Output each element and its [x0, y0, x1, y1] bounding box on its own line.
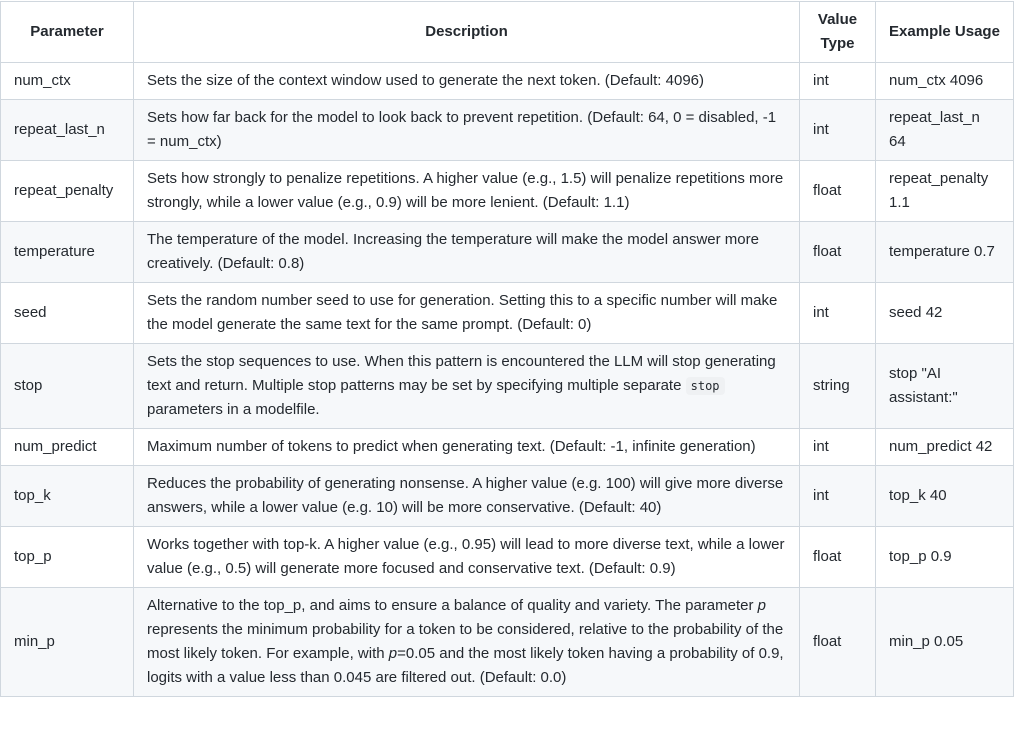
description-cell — [134, 344, 800, 429]
inline-code: stop — [686, 377, 725, 395]
header-example-usage: Example Usage — [876, 2, 1014, 63]
type-cell: int — [800, 100, 876, 161]
param-cell: temperature — [1, 222, 134, 283]
param-cell: num_predict — [1, 429, 134, 466]
type-cell: float — [800, 527, 876, 588]
example-cell: repeat_last_n 64 — [876, 100, 1014, 161]
example-cell: num_predict 42 — [876, 429, 1014, 466]
table-row — [1, 222, 1014, 283]
header-description: Description — [134, 2, 800, 63]
table-row — [1, 283, 1014, 344]
example-cell: repeat_penalty 1.1 — [876, 161, 1014, 222]
description-cell: Sets the size of the context window used to generate the next token. (Default: 4096) — [134, 63, 800, 100]
description-cell: The temperature of the model. Increasing the temperature will make the model answer more creatively. (Default: 0.8) — [134, 222, 800, 283]
description-cell: Reduces the probability of generating nonsense. A higher value (e.g. 100) will give more diverse answers, while a lower value (e.g. 10) will be more conservative. (Default: 40) — [134, 466, 800, 527]
table-row — [1, 63, 1014, 100]
param-cell: top_p — [1, 527, 134, 588]
description-text: Sets the stop sequences to use. When this pattern is encountered the LLM will stop generating text and return. Multiple stop patterns may be set by specifying multiple separate — [147, 353, 776, 394]
description-text: =0.05 and the most likely token having a probability of 0.9, logits with a value less than 0.045 are filtered out. (Default: 0.0) — [147, 645, 784, 686]
table-row — [1, 344, 1014, 429]
type-cell: int — [800, 63, 876, 100]
description-text: Alternative to the top_p, and aims to ensure a balance of quality and variety. The parameter — [147, 597, 754, 614]
example-cell: top_p 0.9 — [876, 527, 1014, 588]
example-cell: stop "AI assistant:" — [876, 344, 1014, 429]
description-text: represents the minimum probability for a token to be considered, relative to the probability of the most likely token. For example, with — [147, 621, 784, 662]
variable-p: p — [388, 645, 398, 662]
variable-p: p — [757, 597, 766, 614]
type-cell: float — [800, 588, 876, 697]
param-cell: repeat_penalty — [1, 161, 134, 222]
type-cell: int — [800, 429, 876, 466]
example-cell: temperature 0.7 — [876, 222, 1014, 283]
table-row — [1, 527, 1014, 588]
table-row — [1, 429, 1014, 466]
description-cell: Sets how strongly to penalize repetitions. A higher value (e.g., 1.5) will penalize repetitions more strongly, while a lower value (e.g., 0.9) will be more lenient. (Default: 1.1) — [134, 161, 800, 222]
table-row — [1, 161, 1014, 222]
example-cell: seed 42 — [876, 283, 1014, 344]
header-parameter: Parameter — [1, 2, 134, 63]
param-cell: stop — [1, 344, 134, 429]
description-cell: Maximum number of tokens to predict when generating text. (Default: -1, infinite generation) — [134, 429, 800, 466]
example-cell: top_k 40 — [876, 466, 1014, 527]
param-cell: top_k — [1, 466, 134, 527]
header-value-type: Value Type — [800, 2, 876, 63]
parameters-table — [0, 1, 1014, 697]
type-cell: int — [800, 283, 876, 344]
type-cell: int — [800, 466, 876, 527]
table-row — [1, 100, 1014, 161]
example-cell: min_p 0.05 — [876, 588, 1014, 697]
param-cell: num_ctx — [1, 63, 134, 100]
param-cell: seed — [1, 283, 134, 344]
table-header-row — [1, 2, 1014, 63]
param-cell: repeat_last_n — [1, 100, 134, 161]
type-cell: string — [800, 344, 876, 429]
description-cell — [134, 588, 800, 697]
description-cell: Works together with top-k. A higher value (e.g., 0.95) will lead to more diverse text, while a lower value (e.g., 0.5) will generate more focused and conservative text. (Default: 0.9) — [134, 527, 800, 588]
type-cell: float — [800, 222, 876, 283]
table-row — [1, 588, 1014, 697]
type-cell: float — [800, 161, 876, 222]
param-cell: min_p — [1, 588, 134, 697]
description-text: parameters in a modelfile. — [147, 401, 320, 418]
description-cell: Sets the random number seed to use for generation. Setting this to a specific number will make the model generate the same text for the same prompt. (Default: 0) — [134, 283, 800, 344]
description-cell: Sets how far back for the model to look back to prevent repetition. (Default: 64, 0 = disabled, -1 = num_ctx) — [134, 100, 800, 161]
table-row — [1, 466, 1014, 527]
example-cell: num_ctx 4096 — [876, 63, 1014, 100]
